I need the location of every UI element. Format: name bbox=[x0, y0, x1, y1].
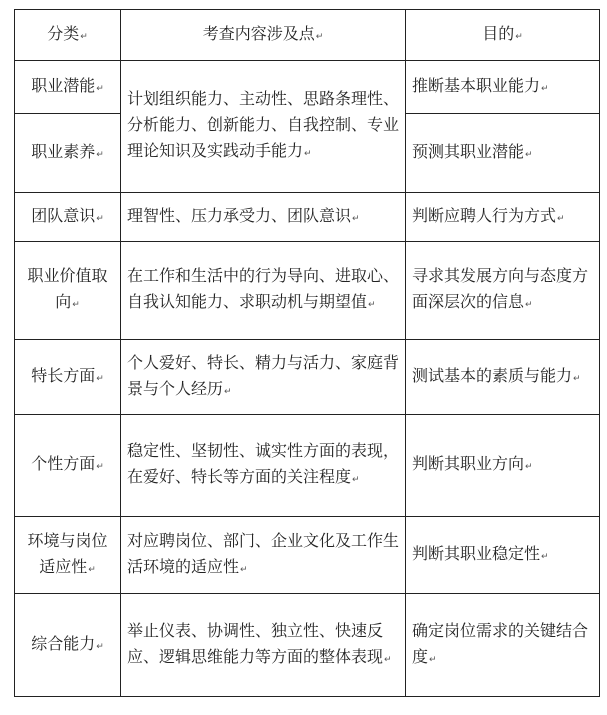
category-cell: 职业素养 ↵ bbox=[15, 114, 121, 193]
purpose-cell: 预测其职业潜能 ↵ bbox=[406, 114, 600, 193]
purpose-cell: 寻求其发展方向与态度方面深层次的信息 ↵ bbox=[406, 242, 600, 340]
content-cell: 个人爱好、特长、精力与活力、家庭背景与个人经历 ↵ bbox=[121, 340, 406, 415]
category-cell: 特长方面 ↵ bbox=[15, 340, 121, 415]
table-row bbox=[15, 193, 600, 242]
table-row bbox=[15, 61, 600, 114]
table-row bbox=[15, 594, 600, 697]
category-cell: 个性方面 ↵ bbox=[15, 415, 121, 517]
category-cell: 环境与岗位适应性 ↵ bbox=[15, 517, 121, 594]
category-cell: 团队意识 ↵ bbox=[15, 193, 121, 242]
header-row bbox=[15, 10, 600, 61]
category-cell: 职业潜能 ↵ bbox=[15, 61, 121, 114]
purpose-cell: 判断应聘人行为方式 ↵ bbox=[406, 193, 600, 242]
content-cell: 计划组织能力、主动性、思路条理性、分析能力、创新能力、自我控制、专业理论知识及实践动手能力 ↵ bbox=[121, 61, 406, 193]
purpose-cell: 判断其职业方向 ↵ bbox=[406, 415, 600, 517]
content-cell: 对应聘岗位、部门、企业文化及工作生活环境的适应性 ↵ bbox=[121, 517, 406, 594]
category-cell: 综合能力 ↵ bbox=[15, 594, 121, 697]
content-cell: 稳定性、坚韧性、诚实性方面的表现，在爱好、特长等方面的关注程度 ↵ bbox=[121, 415, 406, 517]
category-cell: 职业价值取向 ↵ bbox=[15, 242, 121, 340]
interview-content-table bbox=[14, 9, 600, 697]
purpose-cell: 推断基本职业能力 ↵ bbox=[406, 61, 600, 114]
content-cell: 举止仪表、协调性、独立性、快速反应、逻辑思维能力等方面的整体表现 ↵ bbox=[121, 594, 406, 697]
header-purpose: 目的 ↵ bbox=[406, 10, 600, 61]
table-row bbox=[15, 517, 600, 594]
header-content: 考查内容涉及点 ↵ bbox=[121, 10, 406, 61]
purpose-cell: 判断其职业稳定性 ↵ bbox=[406, 517, 600, 594]
table-row bbox=[15, 340, 600, 415]
table-row bbox=[15, 242, 600, 340]
purpose-cell: 确定岗位需求的关键结合度 ↵ bbox=[406, 594, 600, 697]
content-cell: 在工作和生活中的行为导向、进取心、自我认知能力、求职动机与期望值 ↵ bbox=[121, 242, 406, 340]
purpose-cell: 测试基本的素质与能力 ↵ bbox=[406, 340, 600, 415]
content-cell: 理智性、压力承受力、团队意识 ↵ bbox=[121, 193, 406, 242]
table-row bbox=[15, 415, 600, 517]
header-category: 分类 ↵ bbox=[15, 10, 121, 61]
